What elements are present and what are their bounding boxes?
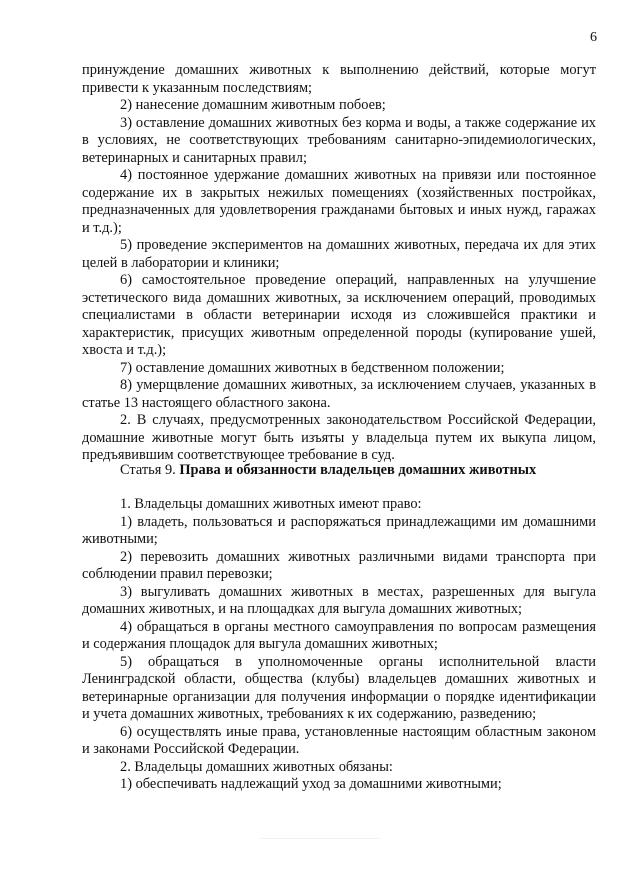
- paragraph: 2) нанесение домашним животным побоев;: [120, 97, 386, 113]
- paragraph: 2. В случаях, предусмотренных законодательством Российской Федерации, домашние животные могут быть изъяты у владельца путем их выкупа лицом, предъявившим соответствующее требование в суд.: [82, 412, 596, 463]
- paragraph: 2. Владельцы домашних животных обязаны:: [120, 758, 393, 775]
- paragraph: 3) оставление домашних животных без корма и воды, а также содержание их в условиях, не соответствующих требованиям санитарно-эпидемиологических, ветеринарных и санитарных правил;: [82, 114, 596, 166]
- paragraph: 7) оставление домашних животных в бедственном положении;: [120, 359, 505, 376]
- article-title: Права и обязанности владельцев домашних животных: [179, 462, 537, 478]
- paragraph: 1. Владельцы домашних животных имеют право:: [120, 496, 422, 512]
- page-number: 6: [590, 30, 597, 45]
- owner-rights-list: [82, 496, 596, 794]
- paragraph: 8) умерщвление домашних животных, за исключением случаев, указанных в статье 13 настоящего областного закона.: [82, 377, 596, 411]
- paragraph: 2) перевозить домашних животных различными видами транспорта при соблюдении правил перевозки;: [82, 548, 596, 582]
- prohibitions-list: [82, 62, 596, 465]
- paragraph: 4) обращаться в органы местного самоуправления по вопросам размещения и содержания площадок для выгула домашних животных;: [82, 618, 596, 652]
- scan-artifact-line: [260, 838, 380, 839]
- paragraph: 5) обращаться в уполномоченные органы исполнительной власти Ленинградской области, общества (клубы) владельцев домашних животных и ветеринарные организации для получения информации о порядке идентификации и учета домашних животных, требованиях к их содержанию, разведению;: [82, 653, 596, 722]
- paragraph: 6) самостоятельное проведение операций, направленных на улучшение эстетического вида домашних животных, за исключением операций, проводимых специалистами в области ветеринарии исходя из сложившейся практики и характеристик, присущих животным определенной породы (купирование ушей, хвоста и т.д.);: [82, 272, 596, 358]
- paragraph: 4) постоянное удержание домашних животных на привязи или постоянное содержание их в закрытых нежилых помещениях (хозяйственных постройках, предназначенных для удовлетворения гражданами бытовых и иных нужд, гаражах и т.д.);: [82, 167, 596, 236]
- paragraph: 1) обеспечивать надлежащий уход за домашними животными;: [120, 776, 502, 792]
- paragraph: 1) владеть, пользоваться и распоряжаться принадлежащими им домашними животными;: [82, 513, 596, 547]
- paragraph: принуждение домашних животных к выполнению действий, которые могут привести к указанным последствиям;: [82, 62, 596, 96]
- paragraph: 5) проведение экспериментов на домашних животных, передача их для этих целей в лаборатории и клиники;: [82, 237, 596, 271]
- paragraph: 6) осуществлять иные права, установленные настоящим областным законом и законами Российской Федерации.: [82, 723, 596, 757]
- paragraph: 3) выгуливать домашних животных в местах, разрешенных для выгула домашних животных, и на площадках для выгула домашних животных;: [82, 583, 596, 617]
- article-heading: [120, 462, 600, 480]
- article-label: Статья 9.: [120, 462, 176, 478]
